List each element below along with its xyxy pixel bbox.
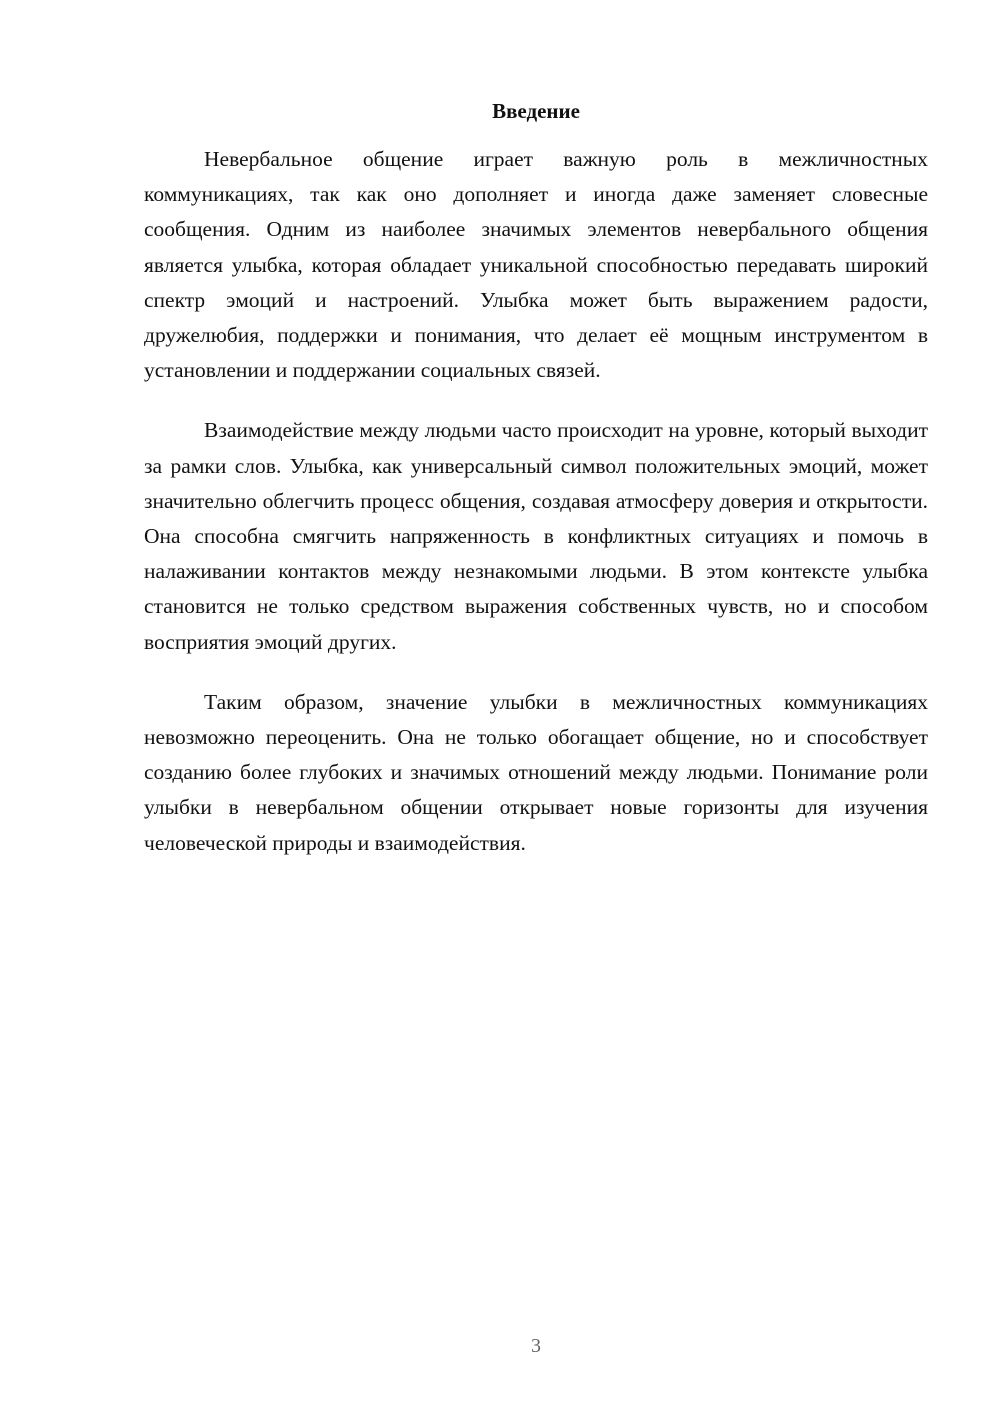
paragraph-1: Невербальное общение играет важную роль в межличностных коммуникациях, так как оно дополняет и иногда даже заменяет словесные сообщения. Одним из наиболее значимых элементов невербального общения является улыбка, которая обладает уникальной способностью передавать широкий спектр эмоций и настроений. Улыбка может быть выражением радости, дружелюбия, поддержки и понимания, что делает её мощным инструментом в установлении и поддержании социальных связей. (144, 147, 928, 383)
page-number: 3 (531, 1335, 541, 1357)
section-title: Введение (492, 99, 580, 123)
paragraph-3: Таким образом, значение улыбки в межличностных коммуникациях невозможно переоценить. Она не только обогащает общение, но и способствует созданию более глубоких и значимых отношений между людьми. Понимание роли улыбки в невербальном общении открывает новые горизонты для изучения человеческой природы и взаимодействия. (144, 689, 928, 855)
paragraph-2: Взаимодействие между людьми часто происходит на уровне, который выходит за рамки слов. Улыбка, как универсальный символ положительных эмоций, может значительно облегчить процесс общения, создавая атмосферу доверия и открытости. Она способна смягчить напряженность в конфликтных ситуациях и помочь в налаживании контактов между незнакомыми людьми. В этом контексте улыбка становится не только средством выражения собственных чувств, но и способом восприятия эмоций других. (144, 418, 928, 654)
body-text (144, 142, 928, 886)
